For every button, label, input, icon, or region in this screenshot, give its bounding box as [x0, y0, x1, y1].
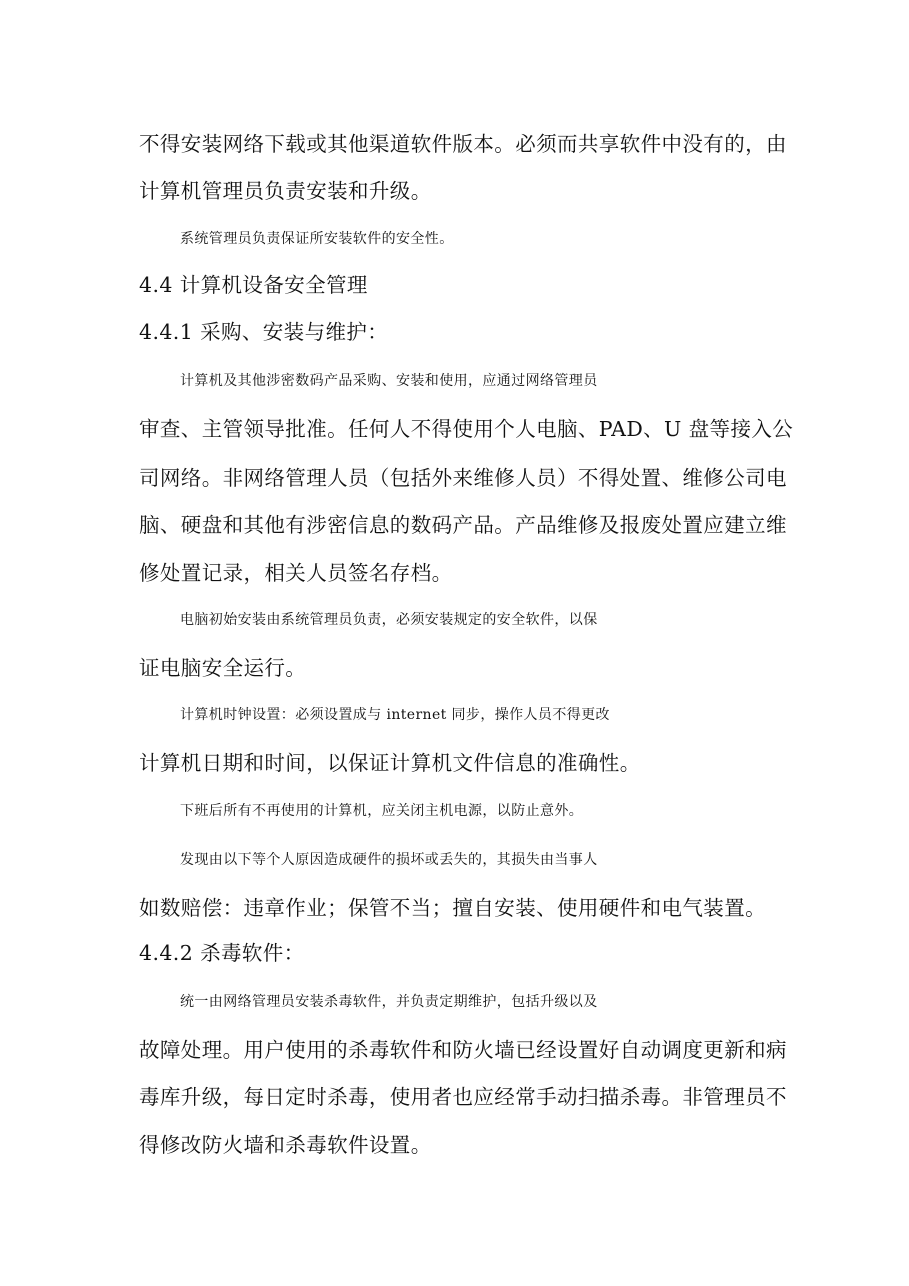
- paragraph-line: 计算机时钟设置：必须设置成与 internet 同步，操作人员不得更改: [180, 707, 610, 723]
- paragraph-line: 审查、主管领导批准。任何人不得使用个人电脑、PAD、U 盘等接入公: [139, 417, 794, 441]
- paragraph-line: 计算机日期和时间，以保证计算机文件信息的准确性。: [139, 751, 641, 775]
- paragraph-line: 下班后所有不再使用的计算机，应关闭主机电源，以防止意外。: [180, 803, 584, 819]
- paragraph-line: 毒库升级，每日定时杀毒，使用者也应经常手动扫描杀毒。非管理员不: [139, 1085, 787, 1109]
- paragraph-line: 发现由以下等个人原因造成硬件的损坏或丢失的，其损失由当事人: [180, 852, 598, 868]
- paragraph-line: 计算机及其他涉密数码产品采购、安装和使用，应通过网络管理员: [180, 373, 598, 389]
- paragraph-line: 得修改防火墙和杀毒软件设置。: [139, 1133, 432, 1157]
- paragraph-line: 计算机管理员负责安装和升级。: [139, 179, 432, 203]
- paragraph-line: 证电脑安全运行。: [139, 656, 307, 680]
- subsection-heading: 4.4.1 采购、安装与维护：: [139, 320, 389, 344]
- paragraph-line: 统一由网络管理员安装杀毒软件，并负责定期维护，包括升级以及: [180, 994, 598, 1010]
- paragraph-line: 电脑初始安装由系统管理员负责，必须安装规定的安全软件，以保: [180, 612, 598, 628]
- paragraph-line: 不得安装网络下载或其他渠道软件版本。必须而共享软件中没有的，由: [139, 132, 787, 156]
- paragraph-line: 故障处理。用户使用的杀毒软件和防火墙已经设置好自动调度更新和病: [139, 1038, 787, 1062]
- paragraph-line: 司网络。非网络管理人员（包括外来维修人员）不得处置、维修公司电: [139, 466, 787, 490]
- subsection-heading: 4.4.2 杀毒软件：: [139, 941, 305, 965]
- paragraph-line: 如数赔偿：违章作业；保管不当；擅自安装、使用硬件和电气装置。: [139, 896, 766, 920]
- paragraph-line: 系统管理员负责保证所安装软件的安全性。: [180, 231, 454, 247]
- paragraph-line: 修处置记录，相关人员签名存档。: [139, 561, 453, 585]
- section-heading: 4.4 计算机设备安全管理: [139, 273, 368, 297]
- paragraph-line: 脑、硬盘和其他有涉密信息的数码产品。产品维修及报废处置应建立维: [139, 513, 787, 537]
